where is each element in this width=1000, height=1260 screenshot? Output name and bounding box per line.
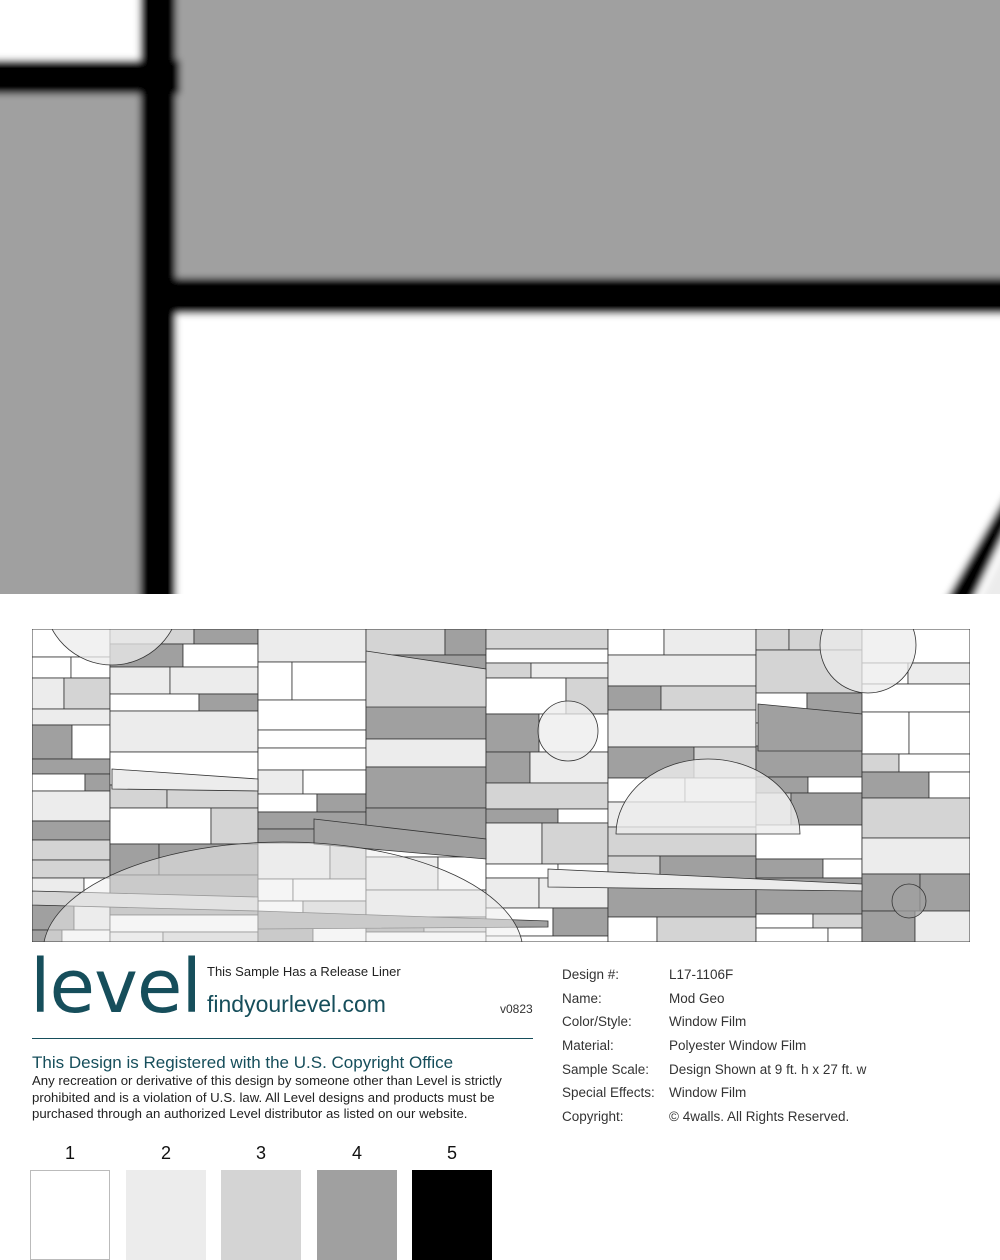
copyright-body: Any recreation or derivative of this design by someone other than Level is strictly prohibited and is a violation of U.S. law. All Level designs and products must be purchased through an authorized Level distributor as listed on our website. bbox=[32, 1073, 502, 1121]
release-liner-note: This Sample Has a Release Liner bbox=[207, 964, 401, 979]
spec-label: Design #: bbox=[562, 967, 620, 983]
swatch-number: 5 bbox=[446, 1143, 457, 1163]
spec-value: Mod Geo bbox=[669, 990, 725, 1006]
level-logo: level bbox=[30, 944, 201, 1030]
swatch-color bbox=[412, 1170, 492, 1260]
closeup-illustration bbox=[0, 0, 1000, 594]
swatch-number: 1 bbox=[64, 1143, 75, 1163]
spec-value: L17-1106F bbox=[669, 967, 734, 983]
divider bbox=[32, 1038, 533, 1039]
swatch-number: 2 bbox=[160, 1143, 171, 1163]
swatch-color bbox=[221, 1170, 301, 1260]
swatch-5 bbox=[412, 1143, 492, 1260]
spec-row bbox=[562, 1057, 866, 1081]
spec-row bbox=[562, 1010, 866, 1034]
spec-label: Name: bbox=[562, 990, 602, 1006]
swatch-3 bbox=[221, 1143, 301, 1260]
spec-row bbox=[562, 1105, 866, 1129]
spec-label: Color/Style: bbox=[562, 1014, 632, 1030]
spec-label: Special Effects: bbox=[562, 1085, 655, 1101]
spec-label: Material: bbox=[562, 1038, 614, 1054]
swatch-color bbox=[317, 1170, 397, 1260]
spec-label: Sample Scale: bbox=[562, 1061, 650, 1077]
copyright-title: This Design is Registered with the U.S. Copyright Office bbox=[32, 1053, 454, 1072]
spec-row bbox=[562, 987, 866, 1011]
spec-table bbox=[562, 963, 866, 1128]
spec-value: Design Shown at 9 ft. h x 27 ft. w bbox=[669, 1061, 867, 1077]
swatch-number: 4 bbox=[351, 1143, 362, 1163]
version-label: v0823 bbox=[500, 1002, 533, 1016]
hero-pattern-closeup bbox=[0, 0, 1000, 594]
spec-value: © 4walls. All Rights Reserved. bbox=[669, 1108, 850, 1124]
website-link[interactable]: findyourlevel.com bbox=[207, 991, 386, 1017]
spec-row bbox=[562, 1081, 866, 1105]
spec-value: Window Film bbox=[669, 1014, 747, 1030]
spec-value: Window Film bbox=[669, 1085, 747, 1101]
swatch-4 bbox=[317, 1143, 397, 1260]
spec-row bbox=[562, 1034, 866, 1058]
swatch-color bbox=[126, 1170, 206, 1260]
spec-value: Polyester Window Film bbox=[669, 1038, 807, 1054]
pattern-preview bbox=[32, 629, 970, 942]
swatch-color bbox=[30, 1170, 110, 1260]
spec-label: Copyright: bbox=[562, 1108, 624, 1124]
swatch-2 bbox=[126, 1143, 206, 1260]
swatch-1 bbox=[30, 1143, 110, 1260]
pattern-svg bbox=[32, 629, 970, 942]
swatch-number: 3 bbox=[255, 1143, 266, 1163]
spec-row bbox=[562, 963, 866, 987]
